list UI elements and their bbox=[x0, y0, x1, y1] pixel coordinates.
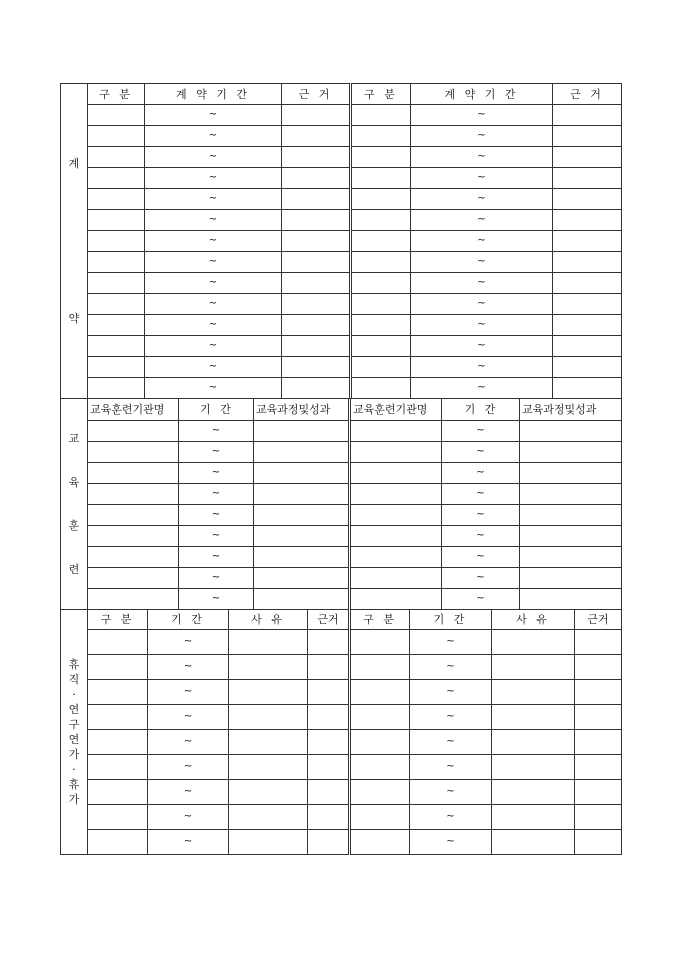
leave-reason-cell[interactable] bbox=[492, 705, 575, 730]
training-institution-cell[interactable] bbox=[88, 484, 179, 505]
contract-row bbox=[61, 105, 622, 126]
contract-category-cell[interactable] bbox=[351, 315, 411, 336]
leave-side-char: 휴 bbox=[68, 778, 80, 791]
training-row bbox=[61, 589, 622, 610]
contract-basis-cell[interactable] bbox=[553, 210, 622, 231]
contract-row bbox=[61, 126, 622, 147]
leave-basis-cell[interactable] bbox=[308, 755, 350, 780]
contract-row bbox=[61, 294, 622, 315]
contract-basis-cell[interactable] bbox=[282, 336, 351, 357]
training-header-institution-right: 교육훈련기관명 bbox=[350, 399, 442, 421]
training-institution-cell[interactable] bbox=[350, 442, 442, 463]
training-row bbox=[61, 505, 622, 526]
contract-category-cell[interactable] bbox=[88, 336, 145, 357]
leave-reason-cell[interactable] bbox=[229, 780, 308, 805]
training-side-char: 육 bbox=[68, 475, 80, 489]
leave-side-char: 연 bbox=[68, 733, 80, 746]
training-course-cell[interactable] bbox=[520, 421, 622, 442]
training-institution-cell[interactable] bbox=[88, 421, 179, 442]
training-institution-cell[interactable] bbox=[88, 463, 179, 484]
leave-category-cell[interactable] bbox=[350, 830, 410, 855]
training-course-cell[interactable] bbox=[520, 463, 622, 484]
leave-period-cell[interactable]: ~ bbox=[410, 680, 492, 705]
contract-basis-cell[interactable] bbox=[282, 147, 351, 168]
contract-row bbox=[61, 252, 622, 273]
leave-reason-cell[interactable] bbox=[229, 830, 308, 855]
training-institution-cell[interactable] bbox=[350, 547, 442, 568]
contract-basis-cell[interactable] bbox=[282, 357, 351, 378]
training-course-cell[interactable] bbox=[254, 421, 350, 442]
leave-basis-cell[interactable] bbox=[308, 780, 350, 805]
leave-row bbox=[61, 730, 622, 755]
contract-period-cell[interactable]: ~ bbox=[145, 210, 282, 231]
leave-period-cell[interactable]: ~ bbox=[148, 705, 229, 730]
leave-basis-cell[interactable] bbox=[575, 830, 622, 855]
training-institution-cell[interactable] bbox=[88, 442, 179, 463]
training-period-cell[interactable]: ~ bbox=[442, 526, 520, 547]
contract-category-cell[interactable] bbox=[351, 147, 411, 168]
training-header-course-left: 교육과정및성과 bbox=[254, 399, 350, 421]
leave-basis-cell[interactable] bbox=[308, 655, 350, 680]
leave-header-reason-right: 사 유 bbox=[492, 610, 575, 630]
contract-period-cell[interactable]: ~ bbox=[145, 273, 282, 294]
leave-basis-cell[interactable] bbox=[575, 805, 622, 830]
contract-row bbox=[61, 168, 622, 189]
leave-basis-cell[interactable] bbox=[308, 830, 350, 855]
leave-header-period-right: 기 간 bbox=[410, 610, 492, 630]
training-institution-cell[interactable] bbox=[350, 505, 442, 526]
contract-basis-cell[interactable] bbox=[282, 378, 351, 399]
contract-category-cell[interactable] bbox=[88, 105, 145, 126]
leave-period-cell[interactable]: ~ bbox=[148, 655, 229, 680]
training-period-cell[interactable]: ~ bbox=[179, 589, 254, 610]
leave-reason-cell[interactable] bbox=[492, 830, 575, 855]
contract-basis-cell[interactable] bbox=[553, 294, 622, 315]
contract-period-cell[interactable]: ~ bbox=[411, 189, 553, 210]
training-period-cell[interactable]: ~ bbox=[179, 442, 254, 463]
contract-basis-cell[interactable] bbox=[282, 189, 351, 210]
leave-reason-cell[interactable] bbox=[229, 755, 308, 780]
leave-basis-cell[interactable] bbox=[575, 680, 622, 705]
leave-basis-cell[interactable] bbox=[575, 730, 622, 755]
leave-category-cell[interactable] bbox=[88, 755, 148, 780]
contract-header-label: 근 거 bbox=[298, 87, 333, 101]
training-course-cell[interactable] bbox=[254, 589, 350, 610]
contract-basis-cell[interactable] bbox=[553, 378, 622, 399]
training-course-cell[interactable] bbox=[254, 547, 350, 568]
contract-category-cell[interactable] bbox=[351, 168, 411, 189]
contract-category-cell[interactable] bbox=[351, 231, 411, 252]
training-institution-cell[interactable] bbox=[88, 568, 179, 589]
training-course-cell[interactable] bbox=[520, 568, 622, 589]
training-side-char: 훈 bbox=[68, 519, 80, 533]
leave-side-char: 휴 bbox=[68, 658, 80, 671]
contract-category-cell[interactable] bbox=[88, 126, 145, 147]
contract-header-category-left bbox=[88, 84, 145, 105]
leave-reason-cell[interactable] bbox=[492, 730, 575, 755]
leave-basis-cell[interactable] bbox=[308, 705, 350, 730]
contract-period-cell[interactable]: ~ bbox=[145, 252, 282, 273]
contract-basis-cell[interactable] bbox=[553, 231, 622, 252]
contract-period-cell[interactable]: ~ bbox=[411, 378, 553, 399]
contract-row bbox=[61, 189, 622, 210]
contract-category-cell[interactable] bbox=[351, 294, 411, 315]
training-row bbox=[61, 484, 622, 505]
leave-reason-cell[interactable] bbox=[229, 680, 308, 705]
training-course-cell[interactable] bbox=[254, 526, 350, 547]
leave-row bbox=[61, 805, 622, 830]
training-institution-cell[interactable] bbox=[350, 568, 442, 589]
contract-period-cell[interactable]: ~ bbox=[145, 147, 282, 168]
training-period-cell[interactable]: ~ bbox=[179, 547, 254, 568]
leave-side-char: · bbox=[72, 688, 76, 701]
contract-category-cell[interactable] bbox=[88, 315, 145, 336]
contract-row bbox=[61, 336, 622, 357]
contract-row bbox=[61, 273, 622, 294]
leave-basis-cell[interactable] bbox=[308, 730, 350, 755]
leave-reason-cell[interactable] bbox=[229, 805, 308, 830]
training-course-cell[interactable] bbox=[520, 442, 622, 463]
leave-header-basis-right: 근거 bbox=[575, 610, 622, 630]
contract-row bbox=[61, 231, 622, 252]
contract-period-cell[interactable]: ~ bbox=[145, 294, 282, 315]
leave-basis-cell[interactable] bbox=[575, 655, 622, 680]
training-period-cell[interactable]: ~ bbox=[179, 568, 254, 589]
leave-row bbox=[61, 755, 622, 780]
leave-period-cell[interactable]: ~ bbox=[148, 755, 229, 780]
training-side-char: 교 bbox=[68, 432, 80, 446]
training-course-cell[interactable] bbox=[254, 442, 350, 463]
contract-category-cell[interactable] bbox=[88, 378, 145, 399]
leave-category-cell[interactable] bbox=[88, 630, 148, 655]
leave-category-cell[interactable] bbox=[88, 830, 148, 855]
leave-period-cell[interactable]: ~ bbox=[148, 730, 229, 755]
leave-category-cell[interactable] bbox=[350, 780, 410, 805]
leave-table bbox=[60, 609, 622, 855]
contract-header-period-left bbox=[145, 84, 282, 105]
training-row bbox=[61, 463, 622, 484]
leave-category-cell[interactable] bbox=[88, 730, 148, 755]
contract-category-cell[interactable] bbox=[88, 294, 145, 315]
training-course-cell[interactable] bbox=[254, 463, 350, 484]
contract-period-cell[interactable]: ~ bbox=[411, 294, 553, 315]
contract-category-cell[interactable] bbox=[351, 126, 411, 147]
training-institution-cell[interactable] bbox=[350, 526, 442, 547]
training-period-cell[interactable]: ~ bbox=[442, 463, 520, 484]
training-period-cell[interactable]: ~ bbox=[179, 484, 254, 505]
leave-reason-cell[interactable] bbox=[492, 630, 575, 655]
leave-category-cell[interactable] bbox=[88, 680, 148, 705]
contract-period-cell[interactable]: ~ bbox=[411, 231, 553, 252]
training-institution-cell[interactable] bbox=[350, 484, 442, 505]
leave-reason-cell[interactable] bbox=[229, 630, 308, 655]
training-period-cell[interactable]: ~ bbox=[442, 589, 520, 610]
leave-category-cell[interactable] bbox=[350, 680, 410, 705]
leave-basis-cell[interactable] bbox=[575, 630, 622, 655]
leave-header-category-right: 구 분 bbox=[350, 610, 410, 630]
contract-category-cell[interactable] bbox=[88, 210, 145, 231]
leave-category-cell[interactable] bbox=[88, 805, 148, 830]
contract-basis-cell[interactable] bbox=[553, 273, 622, 294]
training-course-cell[interactable] bbox=[520, 484, 622, 505]
leave-period-cell[interactable]: ~ bbox=[410, 655, 492, 680]
contract-header-label: 구 분 bbox=[364, 87, 398, 101]
leave-category-cell[interactable] bbox=[350, 705, 410, 730]
training-course-cell[interactable] bbox=[520, 589, 622, 610]
leave-reason-cell[interactable] bbox=[492, 805, 575, 830]
contract-period-cell[interactable]: ~ bbox=[411, 357, 553, 378]
contract-basis-cell[interactable] bbox=[553, 105, 622, 126]
contract-basis-cell[interactable] bbox=[553, 126, 622, 147]
training-institution-cell[interactable] bbox=[350, 589, 442, 610]
leave-row bbox=[61, 655, 622, 680]
training-period-cell[interactable]: ~ bbox=[442, 442, 520, 463]
contract-basis-cell[interactable] bbox=[553, 147, 622, 168]
training-period-cell[interactable]: ~ bbox=[442, 484, 520, 505]
training-row bbox=[61, 421, 622, 442]
leave-header-row bbox=[61, 610, 622, 630]
leave-period-cell[interactable]: ~ bbox=[410, 780, 492, 805]
contract-basis-cell[interactable] bbox=[282, 252, 351, 273]
leave-period-cell[interactable]: ~ bbox=[148, 780, 229, 805]
training-table bbox=[60, 398, 622, 610]
leave-row bbox=[61, 780, 622, 805]
contract-category-cell[interactable] bbox=[351, 378, 411, 399]
contract-row bbox=[61, 357, 622, 378]
contract-row bbox=[61, 315, 622, 336]
contract-row bbox=[61, 147, 622, 168]
contract-basis-cell[interactable] bbox=[553, 189, 622, 210]
training-institution-cell[interactable] bbox=[88, 589, 179, 610]
contract-period-cell[interactable]: ~ bbox=[411, 273, 553, 294]
leave-category-cell[interactable] bbox=[350, 805, 410, 830]
training-period-cell[interactable]: ~ bbox=[442, 547, 520, 568]
contract-period-cell[interactable]: ~ bbox=[411, 105, 553, 126]
leave-period-cell[interactable]: ~ bbox=[148, 630, 229, 655]
contract-category-cell[interactable] bbox=[351, 336, 411, 357]
contract-category-cell[interactable] bbox=[88, 273, 145, 294]
contract-category-cell[interactable] bbox=[351, 357, 411, 378]
leave-period-cell[interactable]: ~ bbox=[148, 680, 229, 705]
leave-reason-cell[interactable] bbox=[492, 780, 575, 805]
leave-period-cell[interactable]: ~ bbox=[410, 830, 492, 855]
leave-side-char: 직 bbox=[68, 673, 80, 686]
leave-header-basis-left: 근거 bbox=[308, 610, 350, 630]
leave-period-cell[interactable]: ~ bbox=[410, 630, 492, 655]
contract-header-basis-left bbox=[282, 84, 351, 105]
contract-period-cell[interactable]: ~ bbox=[145, 336, 282, 357]
contract-basis-cell[interactable] bbox=[553, 168, 622, 189]
leave-side-char: 가 bbox=[68, 748, 80, 761]
leave-row bbox=[61, 630, 622, 655]
contract-basis-cell[interactable] bbox=[553, 357, 622, 378]
contract-basis-cell[interactable] bbox=[282, 168, 351, 189]
contract-header-label: 계 약 기 간 bbox=[176, 87, 250, 101]
contract-category-cell[interactable] bbox=[88, 168, 145, 189]
contract-side-bottom: 약 bbox=[68, 312, 80, 326]
leave-basis-cell[interactable] bbox=[575, 705, 622, 730]
training-row bbox=[61, 568, 622, 589]
leave-side-char: 가 bbox=[68, 793, 80, 806]
leave-row bbox=[61, 705, 622, 730]
contract-period-cell[interactable]: ~ bbox=[411, 336, 553, 357]
contract-period-cell[interactable]: ~ bbox=[145, 168, 282, 189]
contract-basis-cell[interactable] bbox=[553, 315, 622, 336]
contract-period-cell[interactable]: ~ bbox=[411, 315, 553, 336]
leave-reason-cell[interactable] bbox=[492, 655, 575, 680]
leave-side-label bbox=[61, 610, 88, 855]
leave-period-cell[interactable]: ~ bbox=[148, 805, 229, 830]
leave-period-cell[interactable]: ~ bbox=[148, 830, 229, 855]
contract-basis-cell[interactable] bbox=[282, 315, 351, 336]
training-row bbox=[61, 442, 622, 463]
contract-header-category-right bbox=[351, 84, 411, 105]
contract-header-label: 계 약 기 간 bbox=[444, 87, 519, 101]
contract-header-basis-right bbox=[553, 84, 622, 105]
training-period-cell[interactable]: ~ bbox=[179, 421, 254, 442]
training-row bbox=[61, 547, 622, 568]
training-period-cell[interactable]: ~ bbox=[442, 421, 520, 442]
leave-header-category-left: 구 분 bbox=[88, 610, 148, 630]
leave-category-cell[interactable] bbox=[350, 755, 410, 780]
contract-period-cell[interactable]: ~ bbox=[411, 126, 553, 147]
leave-period-cell[interactable]: ~ bbox=[410, 730, 492, 755]
leave-reason-cell[interactable] bbox=[229, 730, 308, 755]
contract-category-cell[interactable] bbox=[88, 252, 145, 273]
leave-row bbox=[61, 830, 622, 855]
leave-basis-cell[interactable] bbox=[575, 755, 622, 780]
contract-header-label: 구 분 bbox=[99, 87, 133, 101]
training-institution-cell[interactable] bbox=[88, 526, 179, 547]
leave-basis-cell[interactable] bbox=[308, 680, 350, 705]
contract-period-cell[interactable]: ~ bbox=[145, 126, 282, 147]
training-course-cell[interactable] bbox=[520, 526, 622, 547]
leave-side-char: 연 bbox=[68, 703, 80, 716]
training-header-row bbox=[61, 399, 622, 421]
training-institution-cell[interactable] bbox=[350, 463, 442, 484]
training-header-course-right: 교육과정및성과 bbox=[520, 399, 622, 421]
leave-basis-cell[interactable] bbox=[308, 805, 350, 830]
contract-basis-cell[interactable] bbox=[282, 105, 351, 126]
training-course-cell[interactable] bbox=[520, 547, 622, 568]
leave-reason-cell[interactable] bbox=[492, 680, 575, 705]
leave-category-cell[interactable] bbox=[88, 705, 148, 730]
contract-period-cell[interactable]: ~ bbox=[145, 378, 282, 399]
training-institution-cell[interactable] bbox=[88, 505, 179, 526]
leave-category-cell[interactable] bbox=[88, 780, 148, 805]
contract-period-cell[interactable]: ~ bbox=[411, 210, 553, 231]
contract-period-cell[interactable]: ~ bbox=[145, 315, 282, 336]
leave-category-cell[interactable] bbox=[88, 655, 148, 680]
training-header-period-right: 기 간 bbox=[442, 399, 520, 421]
training-course-cell[interactable] bbox=[254, 505, 350, 526]
contract-category-cell[interactable] bbox=[351, 210, 411, 231]
contract-period-cell[interactable]: ~ bbox=[145, 189, 282, 210]
leave-category-cell[interactable] bbox=[350, 630, 410, 655]
contract-header-label: 근 거 bbox=[570, 87, 604, 101]
contract-table bbox=[60, 83, 622, 399]
training-period-cell[interactable]: ~ bbox=[179, 505, 254, 526]
contract-basis-cell[interactable] bbox=[553, 336, 622, 357]
leave-period-cell[interactable]: ~ bbox=[410, 705, 492, 730]
training-side-label bbox=[61, 399, 88, 610]
training-side-char: 련 bbox=[68, 562, 80, 576]
leave-side-char: · bbox=[72, 763, 76, 776]
leave-basis-cell[interactable] bbox=[575, 780, 622, 805]
leave-reason-cell[interactable] bbox=[492, 755, 575, 780]
contract-period-cell[interactable]: ~ bbox=[145, 231, 282, 252]
leave-reason-cell[interactable] bbox=[229, 655, 308, 680]
training-course-cell[interactable] bbox=[254, 484, 350, 505]
contract-row bbox=[61, 378, 622, 399]
contract-basis-cell[interactable] bbox=[282, 294, 351, 315]
leave-basis-cell[interactable] bbox=[308, 630, 350, 655]
contract-basis-cell[interactable] bbox=[282, 210, 351, 231]
leave-category-cell[interactable] bbox=[350, 655, 410, 680]
training-institution-cell[interactable] bbox=[350, 421, 442, 442]
training-header-institution-left: 교육훈련기관명 bbox=[88, 399, 179, 421]
contract-period-cell[interactable]: ~ bbox=[145, 105, 282, 126]
contract-category-cell[interactable] bbox=[88, 357, 145, 378]
training-course-cell[interactable] bbox=[520, 505, 622, 526]
contract-category-cell[interactable] bbox=[88, 147, 145, 168]
leave-header-period-left: 기 간 bbox=[148, 610, 229, 630]
training-header-period-left: 기 간 bbox=[179, 399, 254, 421]
contract-category-cell[interactable] bbox=[88, 231, 145, 252]
contract-period-cell[interactable]: ~ bbox=[145, 357, 282, 378]
contract-basis-cell[interactable] bbox=[553, 252, 622, 273]
contract-side-top: 계 bbox=[68, 156, 80, 170]
contract-period-cell[interactable]: ~ bbox=[411, 147, 553, 168]
training-period-cell[interactable]: ~ bbox=[442, 568, 520, 589]
contract-period-cell[interactable]: ~ bbox=[411, 252, 553, 273]
leave-side-char: 구 bbox=[68, 718, 80, 731]
training-course-cell[interactable] bbox=[254, 568, 350, 589]
leave-period-cell[interactable]: ~ bbox=[410, 755, 492, 780]
contract-header-row bbox=[61, 84, 622, 105]
contract-basis-cell[interactable] bbox=[282, 273, 351, 294]
contract-period-cell[interactable]: ~ bbox=[411, 168, 553, 189]
leave-header-reason-left: 사 유 bbox=[229, 610, 308, 630]
leave-period-cell[interactable]: ~ bbox=[410, 805, 492, 830]
contract-category-cell[interactable] bbox=[351, 189, 411, 210]
training-row bbox=[61, 526, 622, 547]
contract-side-label bbox=[61, 84, 88, 399]
contract-category-cell[interactable] bbox=[351, 252, 411, 273]
contract-category-cell[interactable] bbox=[88, 189, 145, 210]
leave-reason-cell[interactable] bbox=[229, 705, 308, 730]
leave-row bbox=[61, 680, 622, 705]
training-period-cell[interactable]: ~ bbox=[179, 526, 254, 547]
contract-basis-cell[interactable] bbox=[282, 231, 351, 252]
contract-category-cell[interactable] bbox=[351, 273, 411, 294]
contract-basis-cell[interactable] bbox=[282, 126, 351, 147]
contract-header-period-right bbox=[411, 84, 553, 105]
contract-category-cell[interactable] bbox=[351, 105, 411, 126]
training-institution-cell[interactable] bbox=[88, 547, 179, 568]
leave-category-cell[interactable] bbox=[350, 730, 410, 755]
training-period-cell[interactable]: ~ bbox=[179, 463, 254, 484]
training-period-cell[interactable]: ~ bbox=[442, 505, 520, 526]
contract-row bbox=[61, 210, 622, 231]
